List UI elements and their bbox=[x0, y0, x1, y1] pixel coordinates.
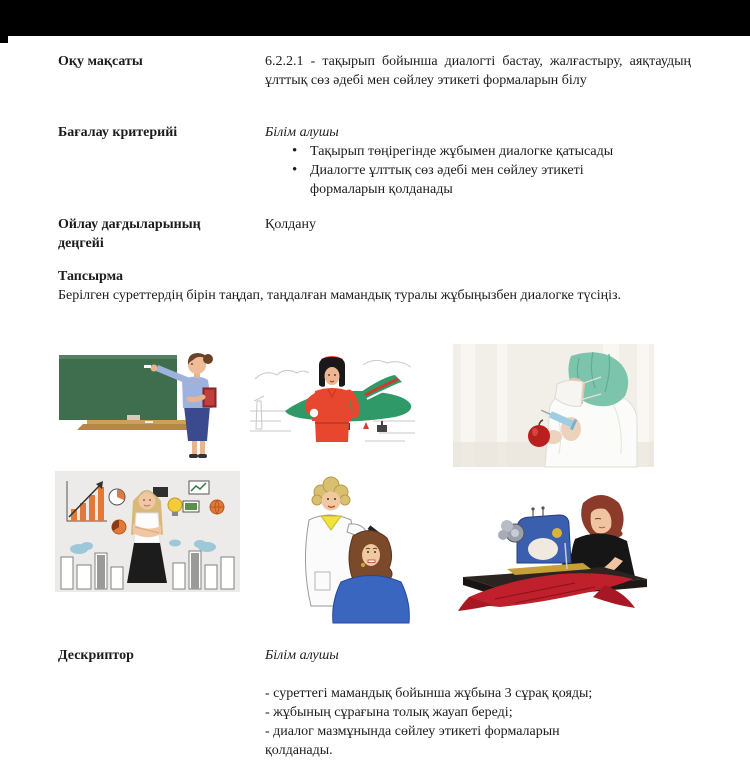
red-apple bbox=[528, 425, 550, 447]
criteria-bullet: • Диалогте ұлттық сөз әдебі мен сөйлеу этикеті формаларын қолданады bbox=[288, 161, 648, 199]
white-glove bbox=[310, 409, 318, 417]
hairdresser-illustration bbox=[277, 472, 417, 623]
label-thinking-level: Ойлау дағдыларының деңгейі bbox=[58, 217, 201, 251]
descriptor-item: - диалог мазмұнында сөйлеу этикеті формаларын қолданады. bbox=[265, 724, 560, 758]
chalkboard bbox=[59, 355, 177, 420]
blue-cape bbox=[333, 576, 410, 624]
image-teacher-at-blackboard bbox=[57, 348, 240, 463]
seamstress-illustration bbox=[455, 477, 660, 620]
teacher-skirt bbox=[184, 406, 210, 441]
black-skirt bbox=[127, 543, 167, 583]
hair-bun bbox=[203, 354, 213, 364]
businesswoman-illustration bbox=[55, 471, 240, 592]
nurse-illustration bbox=[453, 344, 654, 467]
label-descriptor: Дескриптор bbox=[58, 648, 134, 663]
descriptor-item-list bbox=[265, 684, 610, 760]
uniform-skirt bbox=[315, 421, 349, 442]
criteria-lead: Білім алушы bbox=[265, 125, 339, 140]
label-learning-objective: Оқу мақсаты bbox=[58, 54, 143, 69]
chalk bbox=[144, 365, 151, 368]
top-black-bar bbox=[0, 0, 750, 36]
descriptor-lead: Білім алушы bbox=[265, 648, 339, 663]
image-nurse-with-apple bbox=[453, 344, 654, 467]
descriptor-item: - жұбының сұрағына толық жауап береді; bbox=[265, 705, 513, 720]
top-black-bar-edge bbox=[0, 36, 8, 43]
image-flight-attendant bbox=[245, 349, 420, 463]
earring bbox=[361, 563, 365, 567]
image-hairdresser bbox=[277, 472, 417, 623]
label-task: Тапсырма bbox=[58, 269, 124, 284]
label-assessment-criteria: Бағалау критерийі bbox=[58, 125, 178, 140]
learning-objective-text: 6.2.2.1 - тақырып бойынша диалогті бастау, жалғастыру, аяқтаудың ұлттық сөз әдебі мен сөйлеу этикеті формаларын білу bbox=[265, 54, 691, 88]
lightbulb-doodle bbox=[168, 498, 182, 512]
descriptor-item: - суреттегі мамандық бойынша жұбына 3 сұрақ қояды; bbox=[265, 686, 593, 701]
image-seamstress bbox=[455, 477, 660, 620]
task-text: Берілген суреттердің бірін таңдап, таңдалған мамандық туралы жұбыңызбен диалогке түсіңіз. bbox=[58, 288, 622, 303]
flight-attendant-illustration bbox=[245, 349, 420, 463]
airplane-wheel bbox=[377, 425, 387, 432]
teacher-illustration bbox=[57, 348, 240, 463]
image-businesswoman bbox=[55, 471, 240, 592]
thinking-level-text: Қолдану bbox=[265, 217, 316, 232]
criteria-bullet-list bbox=[288, 142, 648, 199]
criteria-bullet: • Тақырып төңірегінде жұбымен диалогке қатысады bbox=[288, 142, 648, 161]
